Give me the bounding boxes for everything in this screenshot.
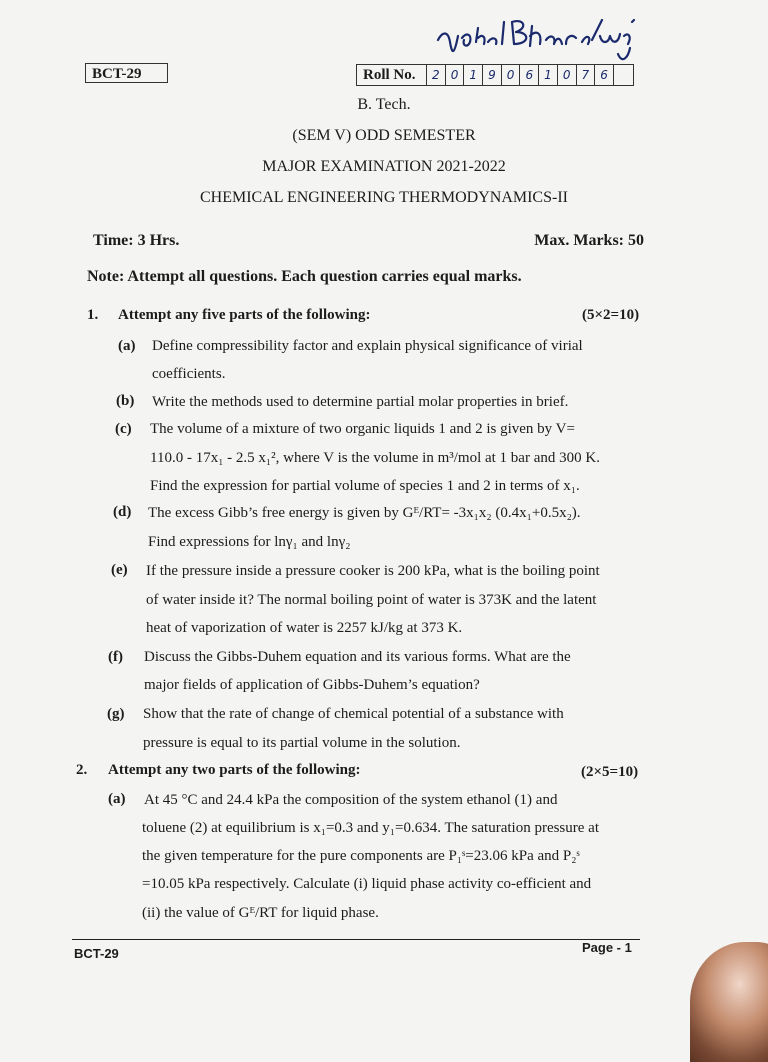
question-heading: Attempt any two parts of the following: xyxy=(108,762,361,778)
part-text: Show that the rate of change of chemical potential of a substance with xyxy=(143,706,564,722)
thumb-icon xyxy=(690,942,768,1062)
roll-number-label: Roll No. xyxy=(356,64,426,86)
part-text: =10.05 kPa respectively. Calculate (i) liquid phase activity co-efficient and xyxy=(142,876,592,892)
handwritten-signature xyxy=(432,14,642,70)
part-text: Define compressibility factor and explain physical significance of virial xyxy=(152,338,583,354)
question-number: 1. xyxy=(87,307,99,323)
course-code-box: BCT-29 xyxy=(85,63,168,83)
part-text: the given temperature for the pure components are P₁ˢ=23.06 kPa and P₂ˢ xyxy=(142,848,580,864)
part-label: (c) xyxy=(115,421,132,437)
part-label: (e) xyxy=(111,562,128,578)
time-allowed: Time: 3 Hrs. xyxy=(93,232,180,249)
semester-title: (SEM V) ODD SEMESTER xyxy=(292,127,476,144)
part-label: (a) xyxy=(118,338,136,354)
part-text: 110.0 - 17x₁ - 2.5 x₁², where V is the volume in m³/mol at 1 bar and 300 K. xyxy=(150,450,600,466)
roll-digit: 2 xyxy=(427,65,446,85)
part-text: pressure is equal to its partial volume in the solution. xyxy=(143,735,461,751)
roll-digit: 9 xyxy=(483,65,502,85)
roll-number-boxes xyxy=(426,64,634,86)
part-text: heat of vaporization of water is 2257 kJ/kg at 373 K. xyxy=(146,620,463,636)
question-marks: (5×2=10) xyxy=(582,307,640,323)
exam-note: Note: Attempt all questions. Each question carries equal marks. xyxy=(87,268,522,285)
roll-digit: 1 xyxy=(464,65,483,85)
question-number: 2. xyxy=(76,762,88,778)
part-label: (f) xyxy=(108,649,123,665)
part-text: major fields of application of Gibbs-Duhem’s equation? xyxy=(144,677,480,693)
roll-digit: 6 xyxy=(520,65,539,85)
roll-digit: 1 xyxy=(539,65,558,85)
part-text: The excess Gibb’s free energy is given by Gᴱ/RT= -3x₁x₂ (0.4x₁+0.5x₂). xyxy=(148,505,581,521)
subject-title: CHEMICAL ENGINEERING THERMODYNAMICS-II xyxy=(200,189,568,206)
roll-digit: 7 xyxy=(577,65,596,85)
part-label: (g) xyxy=(107,706,125,722)
part-text: The volume of a mixture of two organic liquids 1 and 2 is given by V= xyxy=(150,421,575,437)
page-number: Page - 1 xyxy=(582,940,632,955)
roll-digit: 0 xyxy=(558,65,577,85)
part-text: (ii) the value of Gᴱ/RT for liquid phase. xyxy=(142,905,379,921)
question-marks: (2×5=10) xyxy=(581,764,639,780)
part-text: Discuss the Gibbs-Duhem equation and its various forms. What are the xyxy=(144,649,571,665)
roll-digit xyxy=(614,65,633,85)
part-text: toluene (2) at equilibrium is x₁=0.3 and y₁=0.634. The saturation pressure at xyxy=(142,820,600,836)
part-label: (b) xyxy=(116,393,135,409)
part-label: (d) xyxy=(113,504,132,520)
max-marks: Max. Marks: 50 xyxy=(534,232,644,249)
roll-digit: 0 xyxy=(446,65,465,85)
part-text: Find expressions for lnγ₁ and lnγ₂ xyxy=(148,534,351,550)
part-text: coefficients. xyxy=(152,366,226,382)
signature-text xyxy=(432,14,642,70)
part-text: If the pressure inside a pressure cooker is 200 kPa, what is the boiling point xyxy=(146,563,600,579)
part-text: Find the expression for partial volume of species 1 and 2 in terms of x₁. xyxy=(150,478,580,494)
part-text: of water inside it? The normal boiling point of water is 373K and the latent xyxy=(146,592,597,608)
roll-digit: 0 xyxy=(502,65,521,85)
footer-course-code: BCT-29 xyxy=(74,946,119,961)
part-text: At 45 °C and 24.4 kPa the composition of the system ethanol (1) and xyxy=(144,792,558,808)
question-heading: Attempt any five parts of the following: xyxy=(118,307,371,323)
part-label: (a) xyxy=(108,791,126,807)
exam-title: MAJOR EXAMINATION 2021-2022 xyxy=(262,158,506,175)
footer-divider xyxy=(72,939,640,940)
roll-digit: 6 xyxy=(595,65,614,85)
degree-title: B. Tech. xyxy=(357,96,411,113)
part-text: Write the methods used to determine partial molar properties in brief. xyxy=(152,394,569,410)
